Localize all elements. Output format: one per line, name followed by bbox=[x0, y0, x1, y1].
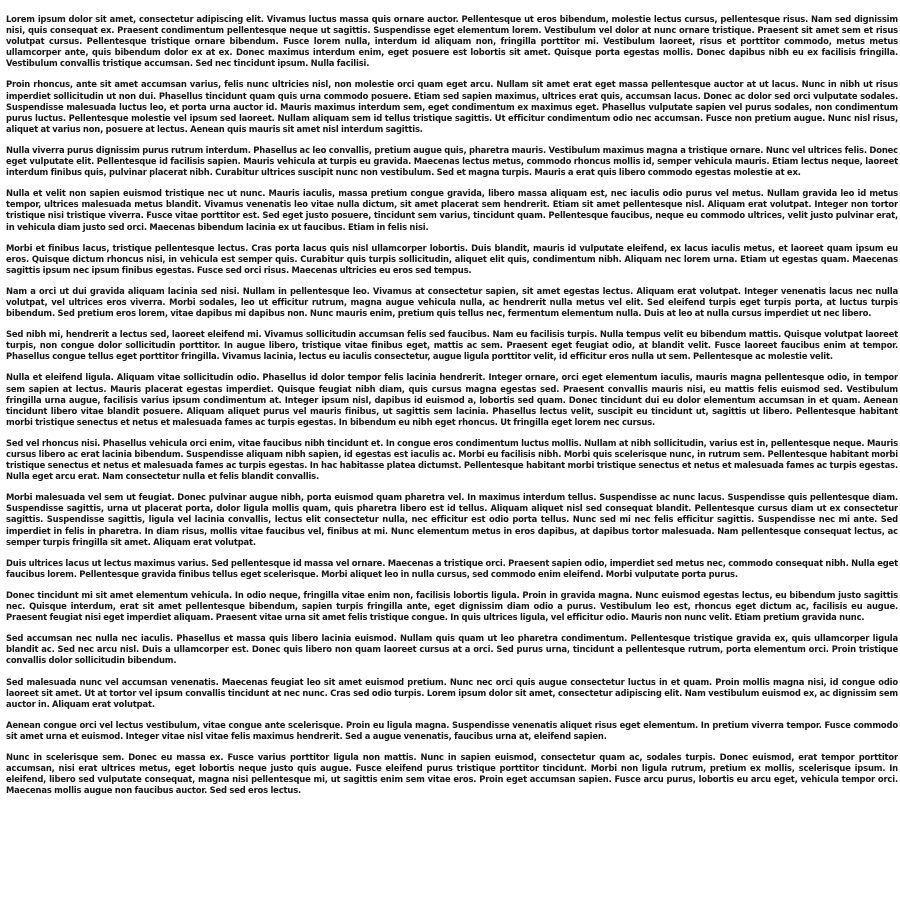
paragraph-13: Sed accumsan nec nulla nec iaculis. Phasellus et massa quis libero lacinia euismod. Nullam quis quam ut leo pharetra condimentum. Pellentesque tristique gravida ex, quis ullamcorper ligula blandit ac. Sed nec arcu nisl. Duis a ullamcorper est. Donec quis libero non quam laoreet cursus at a orci. Sed purus urna, tincidunt a pellentesque rutrum, porta elementum orci. Proin tristique convallis dolor sollicitudin bibendum. bbox=[6, 633, 898, 666]
paragraph-3: Nulla viverra purus dignissim purus rutrum interdum. Phasellus ac leo convallis, pretium augue quis, pharetra mauris. Vestibulum maximus magna a tristique ornare. Nunc vel ultrices felis. Donec eget vulputate elit. Pellentesque id facilisis sapien. Mauris vehicula at turpis eu gravida. Maecenas lectus metus, commodo rhoncus mollis id, semper vehicula mauris. Etiam lectus neque, laoreet interdum finibus quis, pulvinar placerat nibh. Curabitur ultrices suscipit nunc non vestibulum. Sed et magna turpis. Mauris a erat quis libero commodo egestas molestie at ex. bbox=[6, 144, 898, 178]
paragraph-1: Lorem ipsum dolor sit amet, consectetur adipiscing elit. Vivamus luctus massa quis ornare auctor. Pellentesque ut eros bibendum, molestie lectus cursus, pellentesque risus. Nam sed dignissim nisi, quis consequat ex. Praesent condimentum pellentesque neque ut sagittis. Suspendisse eget elementum lorem. Vestibulum vel dolor at nunc ornare tristique. Praesent sit amet sem et risus volutpat cursus. Pellentesque tristique ornare bibendum. Fusce lorem nulla, interdum id aliquam non, fringilla porttitor mi. Vestibulum laoreet, risus et porttitor commodo, metus metus ullamcorper ante, quis bibendum dolor ex at ex. Donec maximus interdum enim, eget posuere est lobortis sit amet. Quisque porta egestas mollis. Donec dapibus nibh eu ex facilisis fringilla. Vestibulum convallis tristique accumsan. Sed nec tincidunt ipsum. Nulla facilisi. bbox=[6, 14, 898, 69]
paragraph-2: Proin rhoncus, ante sit amet accumsan varius, felis nunc ultricies nisl, non molestie orci quam eget arcu. Nullam sit amet erat eget massa pellentesque auctor at ut lacus. Nunc in nibh ut risus imperdiet sollicitudin ut non dui. Phasellus tincidunt quam quis urna commodo posuere. Etiam sed sapien maximus, ultrices erat quis, accumsan lacus. Donec ac dolor sed orci vulputate sodales. Suspendisse malesuada luctus leo, et porta urna auctor id. Mauris maximus interdum sem, eget condimentum ex maximus eget. Phasellus vulputate sapien vel purus sodales, non condimentum purus luctus. Pellentesque molestie vel ipsum sed laoreet. Nullam aliquam sem id tellus tristique sagittis. Ut efficitur condimentum odio nec accumsan. Fusce non pretium augue. Nunc nisl risus, aliquet at varius non, posuere at lectus. Aenean quis mauris sit amet nisl interdum sagittis. bbox=[6, 79, 898, 134]
paragraph-6: Nam a orci ut dui gravida aliquam lacinia sed nisi. Nullam in pellentesque leo. Vivamus at consectetur sapien, sit amet egestas lectus. Aliquam erat volutpat. Integer venenatis lacus nec nulla volutpat, vel ultrices eros viverra. Morbi sodales, leo ut efficitur rutrum, magna augue vehicula nulla, ac hendrerit nulla metus vel elit. Sed eleifend turpis eget turpis porta, at luctus turpis bibendum. Sed pretium eros lorem, vitae dapibus mi dapibus non. Nunc mauris enim, pretium quis tellus nec, fermentum elementum nulla. Duis at leo at nulla cursus imperdiet ut nec libero. bbox=[6, 285, 898, 319]
paragraph-14: Sed malesuada nunc vel accumsan venenatis. Maecenas feugiat leo sit amet euismod pretium. Nunc nec orci quis augue consectetur luctus in et quam. Proin mollis magna nisi, id congue odio laoreet sit amet. Ut at tortor vel ipsum convallis tincidunt at nec nunc. Cras sed odio turpis. Lorem ipsum dolor sit amet, consectetur adipiscing elit. Nam vestibulum euismod ex, ac dignissim sem auctor in. Aliquam erat volutpat. bbox=[6, 676, 898, 709]
paragraph-11: Duis ultrices lacus ut lectus maximus varius. Sed pellentesque id massa vel ornare. Maecenas a tristique orci. Praesent sapien odio, imperdiet sed metus nec, commodo consequat nibh. Nulla eget faucibus lorem. Pellentesque gravida finibus tellus eget scelerisque. Morbi aliquet leo in nulla cursus, sed commodo enim eleifend. Morbi vulputate porta purus. bbox=[6, 557, 898, 579]
paragraph-15: Aenean congue orci vel lectus vestibulum, vitae congue ante scelerisque. Proin eu ligula magna. Suspendisse venenatis aliquet risus eget elementum. In pretium viverra tempor. Fusce commodo sit amet urna et euismod. Integer vitae nisl vitae felis maximus hendrerit. Sed a augue venenatis, faucibus urna at, eleifend sapien. bbox=[6, 719, 898, 741]
paragraph-8: Nulla et eleifend ligula. Aliquam vitae sollicitudin odio. Phasellus id dolor tempor felis lacinia hendrerit. Integer ornare, orci eget elementum iaculis, mauris magna pellentesque odio, in tempor sem sapien at lectus. Mauris placerat egestas imperdiet. Quisque feugiat nibh diam, quis cursus magna egestas sed. Praesent convallis mauris nisi, eu mattis felis euismod sed. Vestibulum fringilla urna augue, facilisis varius ipsum condimentum at. Integer ipsum nisl, dapibus id euismod a, lobortis sed quam. Donec tincidunt dui eu dolor elementum accumsan in et quam. Aenean tincidunt libero vitae blandit posuere. Aliquam aliquet purus vel mauris finibus, ut sagittis sem lacinia. Phasellus lectus velit, suscipit eu tincidunt ut, sagittis ut libero. Pellentesque habitant morbi tristique senectus et netus et malesuada fames ac turpis egestas. In bibendum eu nibh eget rhoncus. Ut fringilla eget lorem nec cursus. bbox=[6, 372, 898, 427]
paragraph-9: Sed vel rhoncus nisi. Phasellus vehicula orci enim, vitae faucibus nibh tincidunt et. In congue eros condimentum luctus mollis. Nullam at nibh sollicitudin, varius est in, pellentesque neque. Mauris cursus libero ac erat lacinia bibendum. Suspendisse aliquam nibh sapien, id egestas est iaculis ac. Morbi eu facilisis nibh. Morbi quis scelerisque nunc, in rutrum sem. Pellentesque habitant morbi tristique senectus et netus et malesuada fames ac turpis egestas. In hac habitasse platea dictumst. Pellentesque habitant morbi tristique senectus et netus et malesuada fames ac turpis egestas. Nulla eget arcu erat. Nam consectetur nulla et felis blandit convallis. bbox=[6, 437, 898, 482]
paragraph-10: Morbi malesuada vel sem ut feugiat. Donec pulvinar augue nibh, porta euismod quam pharetra vel. In maximus interdum tellus. Suspendisse ac nunc lacus. Suspendisse quis pellentesque diam. Suspendisse sagittis, urna ut placerat porta, dolor ligula mollis quam, quis pharetra libero est id tellus. Aliquam aliquet nisl sed consequat blandit. Pellentesque cursus diam ut ex consectetur sagittis. Suspendisse sagittis, ligula vel lacinia convallis, lectus elit consectetur nulla, nec efficitur est odio porta tellus. Nunc sed mi nec felis efficitur sagittis. Suspendisse nec mi ante. Sed imperdiet in felis in pharetra. In diam risus, mollis vitae faucibus vel, finibus at mi. Nunc elementum metus in eros dapibus, at dapibus tortor malesuada. Nam pellentesque consequat lectus, ac semper turpis fringilla sit amet. Aliquam erat volutpat. bbox=[6, 492, 898, 547]
paragraph-16: Nunc in scelerisque sem. Donec eu massa ex. Fusce varius porttitor ligula non mattis. Nunc in sapien euismod, consectetur quam ac, sodales turpis. Donec euismod, erat tempor porttitor accumsan, nisi erat ultrices metus, eget lobortis neque justo quis augue. Fusce eleifend purus tristique porttitor tincidunt. Morbi non ligula rutrum, pretium ex mollis, scelerisque ipsum. In eleifend, libero sed vulputate consequat, magna nisi pellentesque mi, ut sagittis enim sem vitae eros. Proin eget accumsan sapien. Fusce arcu purus, lobortis eu arcu eget, vehicula tempor orci. Maecenas mollis augue non faucibus auctor. Sed sed eros lectus. bbox=[6, 751, 898, 796]
paragraph-4: Nulla et velit non sapien euismod tristique nec ut nunc. Mauris iaculis, massa pretium congue gravida, libero massa aliquam est, nec iaculis odio purus vel metus. Nullam gravida leo id metus tempor, ultrices malesuada metus blandit. Vivamus venenatis leo vitae nulla dictum, sit amet placerat sem hendrerit. Etiam sit amet pellentesque nisl. Aliquam erat volutpat. Integer non tortor tristique nisi tristique viverra. Fusce vitae porttitor est. Sed eget justo posuere, tincidunt sem varius, tincidunt quam. Pellentesque faucibus, neque eu commodo ultrices, velit justo pulvinar erat, in vehicula diam justo sed orci. Maecenas bibendum lacinia ex ut faucibus. Etiam in felis nisi. bbox=[6, 188, 898, 232]
document-page bbox=[6, 14, 898, 898]
paragraph-5: Morbi et finibus lacus, tristique pellentesque lectus. Cras porta lacus quis nisl ullamcorper lobortis. Duis blandit, mauris id vulputate eleifend, ex lacus iaculis metus, et laoreet quam ipsum eu eros. Quisque dictum rhoncus nisi, in vehicula est semper quis. Curabitur quis turpis sollicitudin, aliquet elit quis, condimentum nibh. Aliquam nec lorem urna. Etiam ut egestas quam. Maecenas sagittis ipsum nec ipsum finibus egestas. Fusce sed orci risus. Maecenas ultricies eu eros sed tempus. bbox=[6, 242, 898, 275]
paragraph-12: Donec tincidunt mi sit amet elementum vehicula. In odio neque, fringilla vitae enim non, facilisis lobortis ligula. Proin in gravida magna. Nunc euismod egestas lectus, eu bibendum justo sagittis nec. Quisque interdum, erat sit amet pellentesque bibendum, sapien turpis fringilla ante, eget dignissim diam odio a purus. Vestibulum leo est, rhoncus eget dictum ac, facilisis eu augue. Praesent feugiat nisi eget imperdiet aliquam. Praesent vitae urna sit amet felis tristique congue. In quis ultrices ligula, vel efficitur odio. Mauris non nunc velit. Etiam pretium gravida nunc. bbox=[6, 589, 898, 623]
paragraph-7: Sed nibh mi, hendrerit a lectus sed, laoreet eleifend mi. Vivamus sollicitudin accumsan felis sed faucibus. Nam eu facilisis turpis. Nulla tempus velit eu bibendum mattis. Quisque volutpat laoreet turpis, non congue dolor sollicitudin porttitor. In augue libero, tristique vitae finibus eget, mattis ac sem. Praesent eget feugiat odio, at blandit velit. Fusce laoreet faucibus enim at tempor. Phasellus congue tellus eget porttitor fringilla. Vivamus lacinia, lectus eu iaculis consectetur, augue ligula porttitor velit, id efficitur eros nulla ut sem. Pellentesque ac molestie velit. bbox=[6, 329, 898, 362]
